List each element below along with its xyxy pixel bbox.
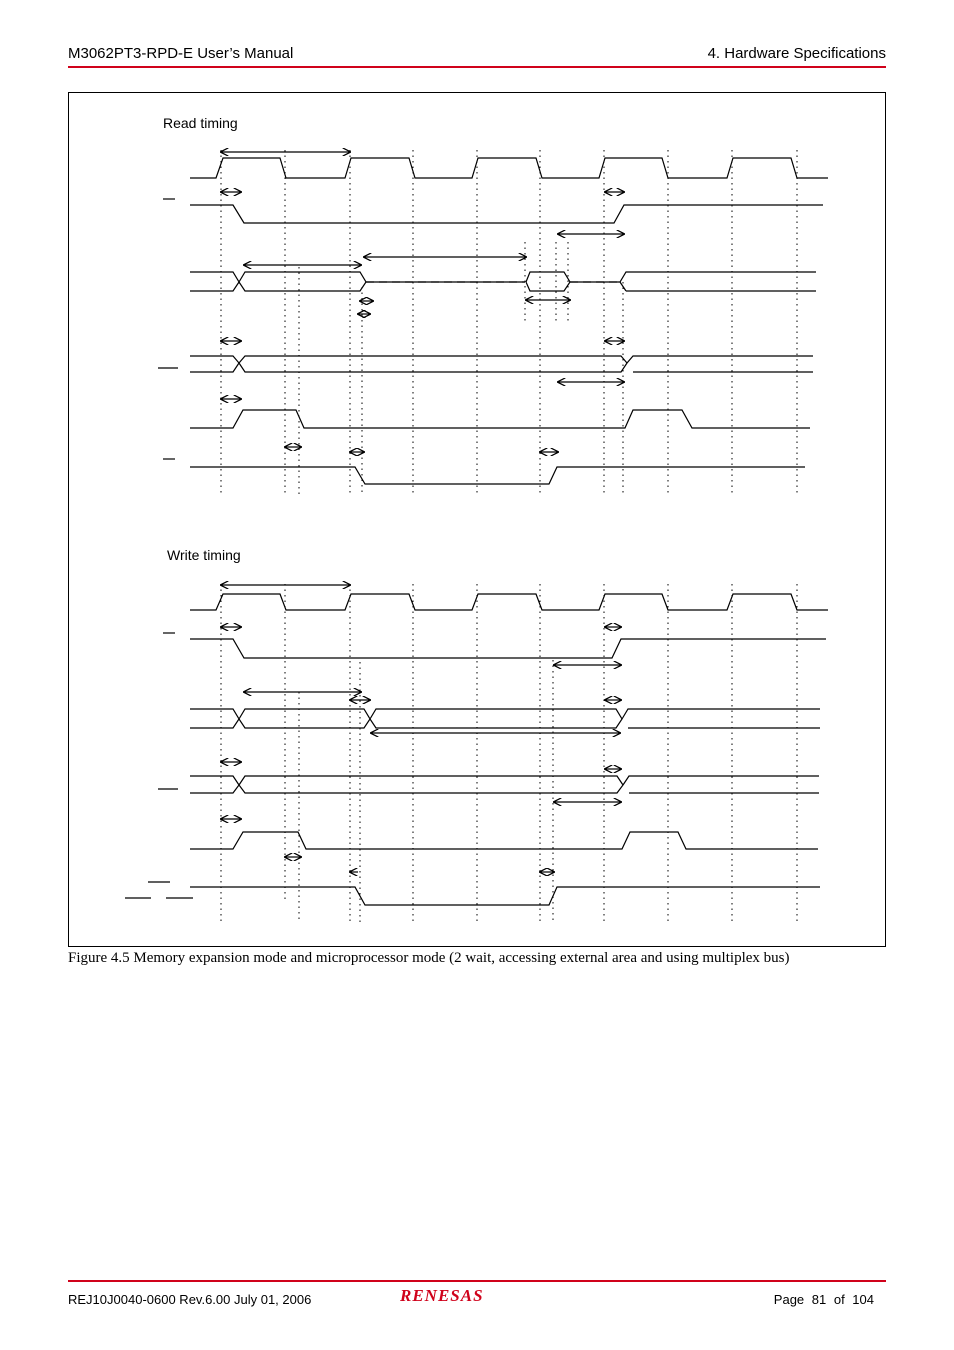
write-guide-lines [221,584,797,922]
read-rd-signal [190,467,805,484]
write-wr-signal [190,887,820,905]
read-guide-lines [221,150,797,494]
write-timing-label: Write timing [167,547,241,563]
manual-title: M3062PT3-RPD-E User’s Manual [68,45,294,62]
read-signal-2 [190,205,823,223]
doc-info: REJ10J0040-0600 Rev.6.00 July 01, 2006 [68,1292,312,1307]
write-signal-2 [190,639,826,658]
read-timing-label: Read timing [163,115,238,131]
header-rule [68,66,886,68]
read-signal-4 [190,410,810,428]
read-timing-diagram [158,150,828,494]
read-address-bus [190,356,813,372]
svg-text:RENESAS: RENESAS [400,1286,484,1305]
page-number: Page 81 of 104 [773,1292,874,1307]
timing-diagram [68,92,886,947]
write-address-bus [190,776,819,793]
section-title: 4. Hardware Specifications [707,45,886,62]
renesas-logo [398,1286,510,1311]
footer-rule [68,1280,886,1282]
write-timing-diagram [125,584,828,922]
figure-caption: Figure 4.5 Memory expansion mode and microprocessor mode (2 wait, accessing external area and using multiplex bus) [68,950,790,966]
write-signal-4 [190,832,818,849]
